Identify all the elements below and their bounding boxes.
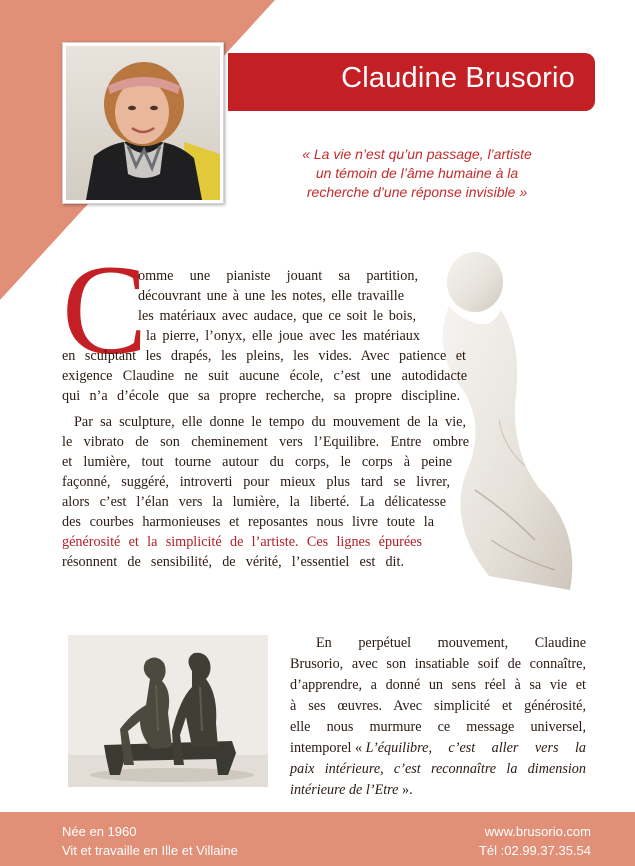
bio-line: des courbes harmonieuses et reposantes nous livre toute la xyxy=(62,514,434,530)
bio-line: le vibrato de son cheminement vers l’Equilibre. Entre ombre xyxy=(62,434,469,450)
bio-text: intemporel « xyxy=(290,740,366,756)
bio-line: omme une pianiste jouant sa partition, xyxy=(138,268,418,284)
birth-year: Née en 1960 xyxy=(62,824,137,839)
bio-line: à ses œuvres. Avec simplicité et générosité, xyxy=(290,698,586,714)
bio-line: qui n’a d’école que sa propre recherche, sa propre discipline. xyxy=(62,388,460,404)
footer-band xyxy=(0,812,635,866)
artist-quote xyxy=(262,145,572,202)
bronze-sculpture-image xyxy=(68,635,268,787)
quote-line: « La vie n’est qu’un passage, l’artiste xyxy=(302,146,532,162)
portrait-image xyxy=(66,46,220,200)
website-link[interactable]: www.brusorio.com xyxy=(484,824,591,839)
title-banner xyxy=(228,53,595,111)
bio-line: générosité et la simplicité de l’artiste. Ces lignes épurées xyxy=(62,534,422,550)
drop-cap-letter: C xyxy=(62,239,148,381)
artist-name: Claudine Brusorio xyxy=(341,62,575,94)
bio-line: et lumière, tout tourne autour du corps, le corps à peine xyxy=(62,454,452,470)
quote-line: recherche d’une réponse invisible » xyxy=(306,184,528,200)
artist-portrait xyxy=(62,42,224,204)
bio-line: en sculptant les drapés, les pleins, les vides. Avec patience et xyxy=(62,348,466,364)
bio-line: les matériaux avec audace, que ce soit le bois, xyxy=(138,308,416,324)
bio-line xyxy=(290,739,586,758)
bio-line: résonnent de sensibilité, de vérité, l’essentiel est dit. xyxy=(62,554,404,570)
residence: Vit et travaille en Ille et Villaine xyxy=(62,843,238,858)
phone-number: Tél :02.99.37.35.54 xyxy=(478,843,591,858)
bio-text: ». xyxy=(398,782,413,798)
bio-quote-text: paix intérieure, c’est reconnaître la dimension xyxy=(290,761,586,777)
bio-line: Brusorio, avec son insatiable soif de connaître, xyxy=(290,656,586,672)
bio-line: d’apprendre, a donné un sens réel à sa vie et xyxy=(290,677,586,693)
bio-line: découvrant une à une les notes, elle travaille xyxy=(138,288,404,304)
bio-line: elle nous murmure ce message universel, xyxy=(290,719,586,735)
bio-line: En perpétuel mouvement, Claudine xyxy=(316,635,586,651)
bio-line: la pierre, l’onyx, elle joue avec les matériaux xyxy=(146,328,420,344)
bio-line: alors c’est l’élan vers la lumière, la liberté. La délicatesse xyxy=(62,494,446,510)
bio-line: Par sa sculpture, elle donne le tempo du mouvement de la vie, xyxy=(74,414,466,430)
bio-quote-text: intérieure de l’Etre xyxy=(290,782,399,798)
bio-line: façonné, suggéré, introverti pour mieux plus tard se livrer, xyxy=(62,474,450,490)
bio-line xyxy=(290,781,413,800)
quote-line: un témoin de l’âme humaine à la xyxy=(315,165,519,181)
bio-quote-text: L’équilibre, c’est aller vers la xyxy=(365,740,586,756)
bio-line: exigence Claudine ne suit aucune école, c’est une autodidacte xyxy=(62,368,467,384)
